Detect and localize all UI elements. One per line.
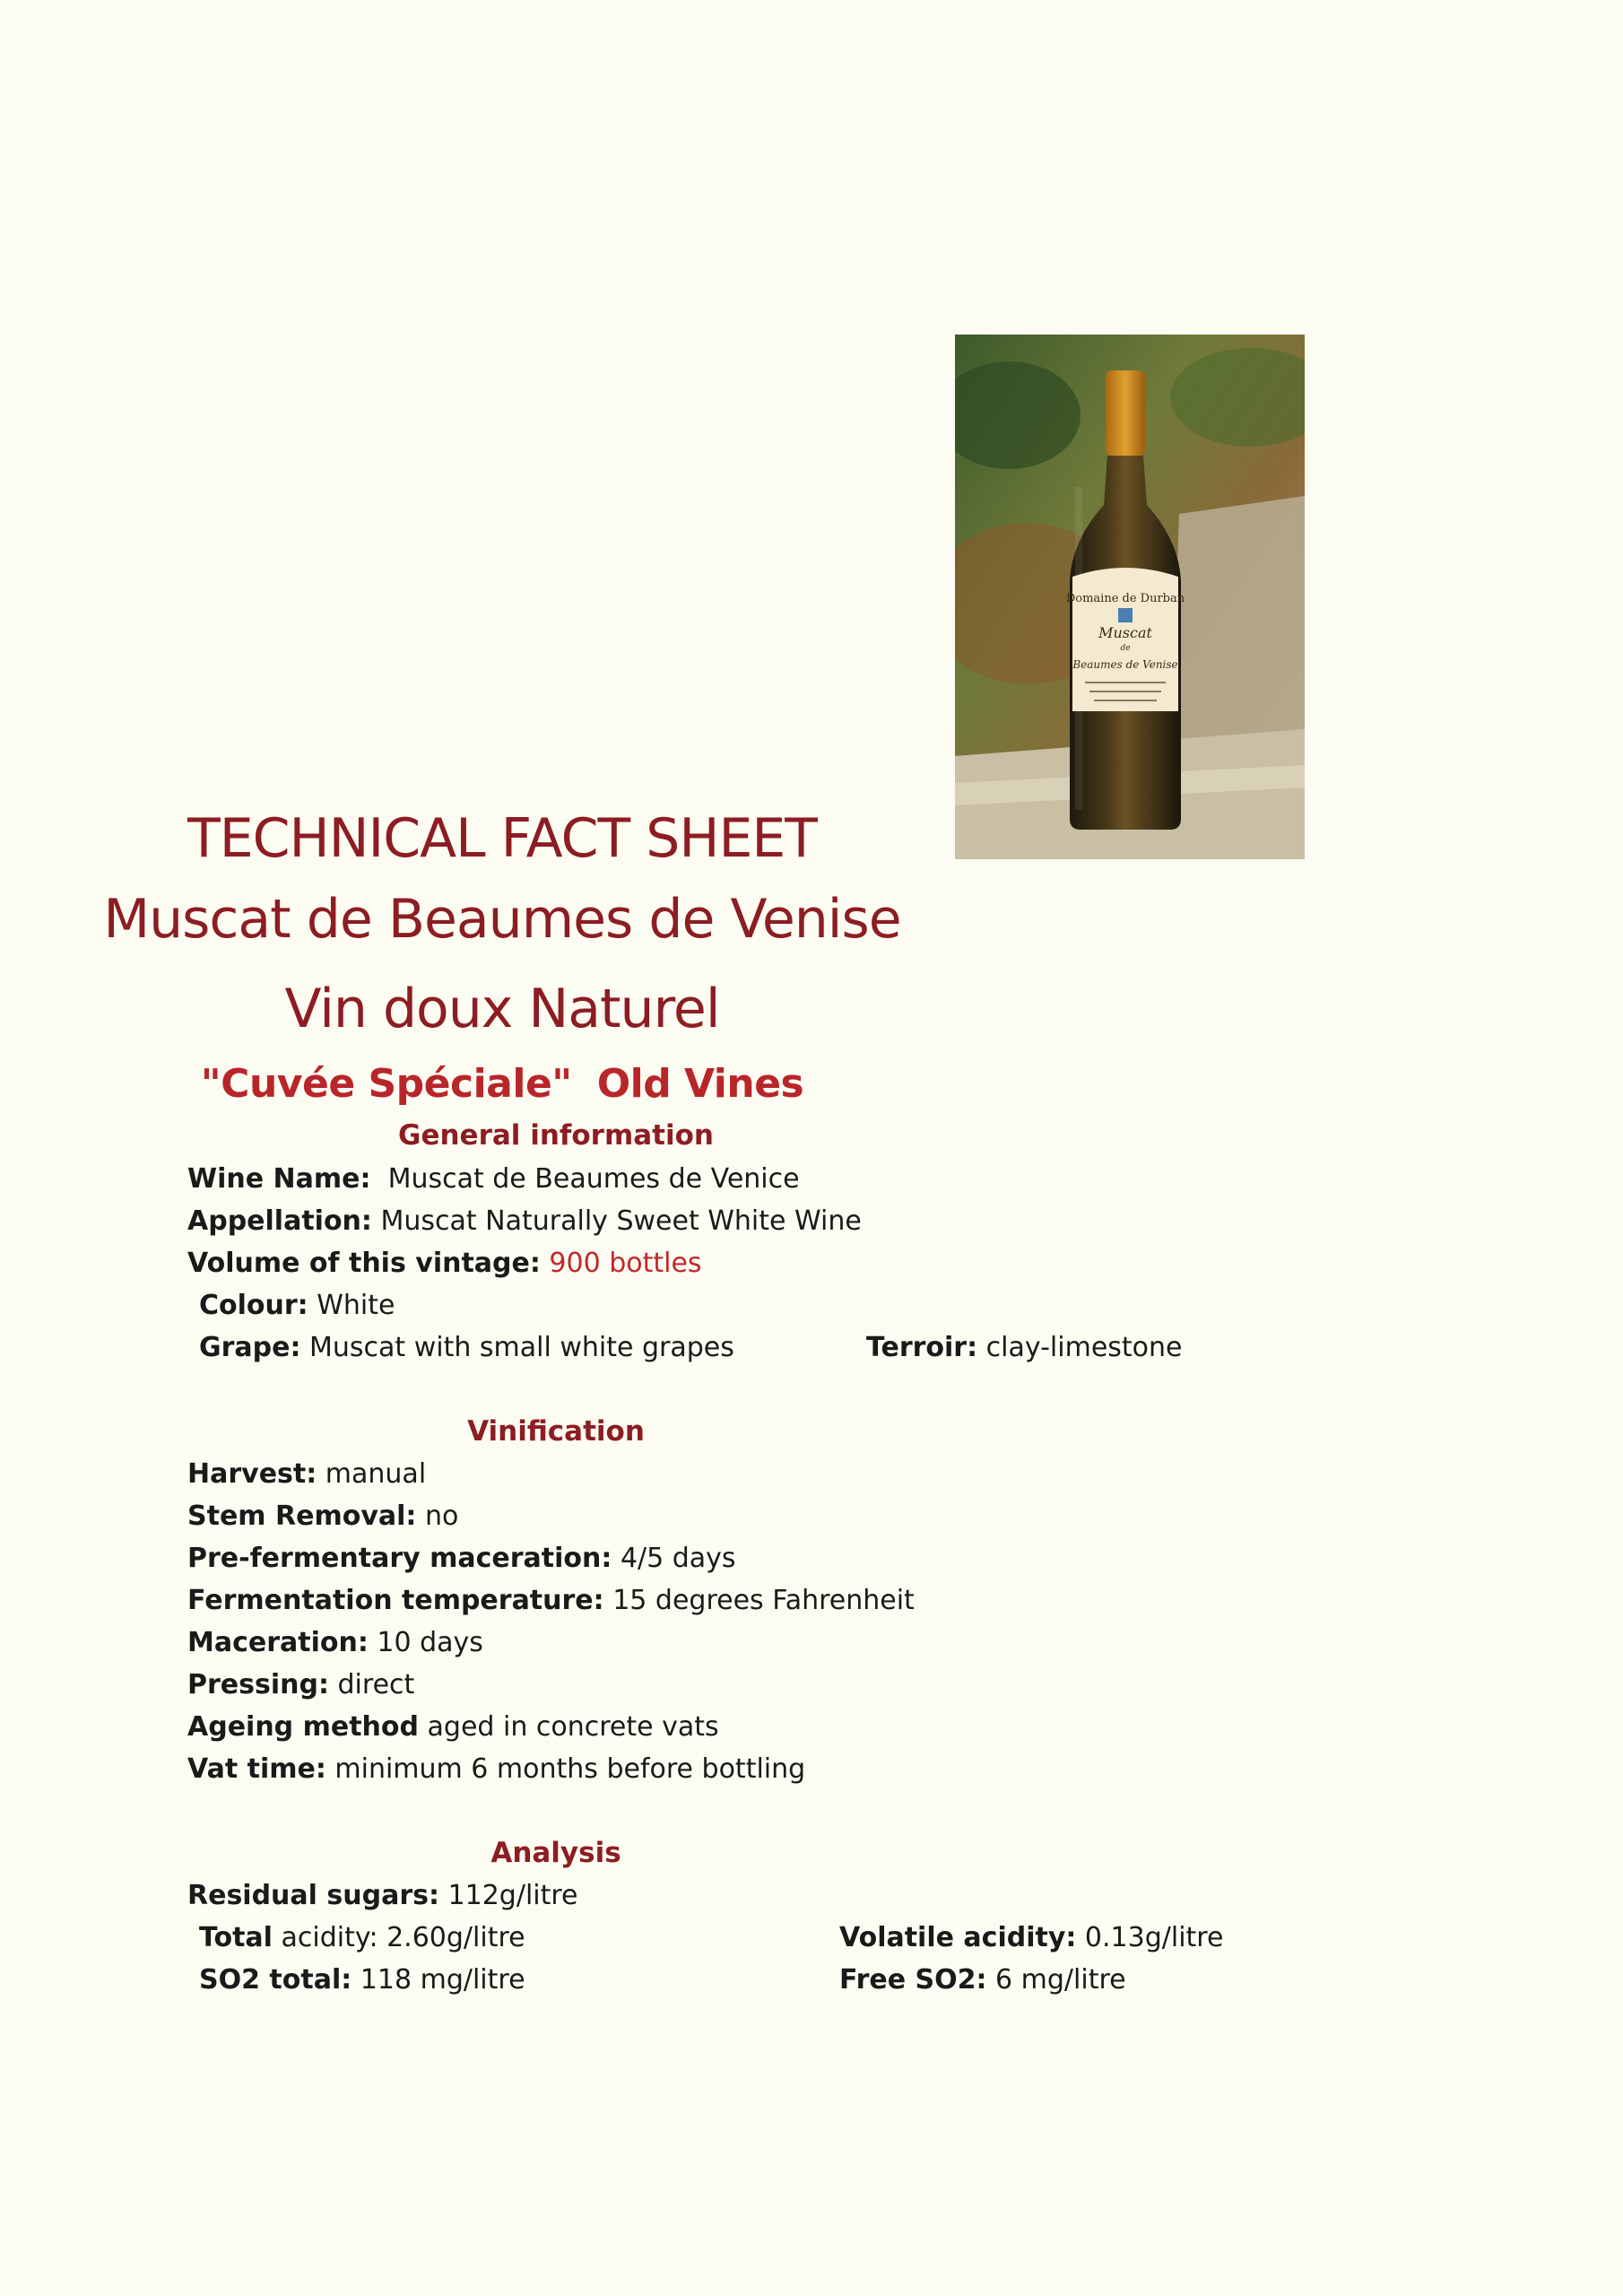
bottle-label-muscat: Muscat	[1098, 624, 1152, 641]
prefermentary-value: 4/5 days	[620, 1543, 736, 1574]
title-technical-fact-sheet: TECHNICAL FACT SHEET	[187, 807, 817, 870]
total-acidity-value: acidity: 2.60g/litre	[281, 1922, 525, 1953]
general-information-heading: General information	[398, 1119, 714, 1152]
so2-total-row	[199, 1964, 525, 1996]
grape-row	[199, 1332, 734, 1363]
free-so2-row	[839, 1964, 1126, 1996]
residual-sugars-row	[187, 1880, 578, 1911]
total-acidity-row	[199, 1922, 525, 1953]
wine-bottle-photo	[955, 335, 1305, 859]
title-wine-name: Muscat de Beaumes de Venise	[103, 888, 901, 951]
appellation-label: Appellation:	[187, 1205, 372, 1237]
analysis-heading: Analysis	[490, 1837, 621, 1869]
appellation-value: Muscat Naturally Sweet White Wine	[380, 1205, 862, 1237]
pressing-label: Pressing:	[187, 1669, 329, 1700]
vat-time-value: minimum 6 months before bottling	[334, 1753, 806, 1785]
so2-total-value: 118 mg/litre	[360, 1964, 525, 1996]
maceration-row	[187, 1627, 483, 1658]
residual-sugars-value: 112g/litre	[447, 1880, 578, 1911]
bottle-label-de: de	[1120, 644, 1131, 653]
maceration-value: 10 days	[377, 1627, 483, 1658]
maceration-label: Maceration:	[187, 1627, 369, 1658]
title-cuvee	[0, 1061, 1004, 1107]
bottle-label-text: Domaine de Durban	[1065, 592, 1185, 605]
stem-removal-label: Stem Removal:	[187, 1500, 417, 1532]
colour-value: White	[317, 1290, 395, 1321]
colour-label: Colour:	[199, 1290, 308, 1321]
volatile-acidity-row	[839, 1922, 1224, 1953]
stem-removal-value: no	[424, 1500, 459, 1532]
title-old-vines: Old Vines	[596, 1061, 804, 1107]
vat-time-label: Vat time:	[187, 1753, 326, 1785]
volume-label: Volume of this vintage:	[187, 1248, 541, 1279]
wine-name-label: Wine Name:	[187, 1163, 371, 1195]
title-cuvee-name: "Cuvée Spéciale"	[200, 1061, 572, 1107]
total-acidity-label: Total	[199, 1922, 273, 1953]
terroir-label: Terroir:	[866, 1332, 978, 1363]
bottle-label-beaumes: Beaumes de Venise	[1072, 658, 1178, 671]
vinification-heading: Vinification	[467, 1415, 645, 1448]
so2-total-label: SO2 total:	[199, 1964, 352, 1996]
free-so2-label: Free SO2:	[839, 1964, 987, 1996]
colour-row	[199, 1292, 395, 1319]
volume-value: 900 bottles	[549, 1248, 702, 1279]
stem-removal-row	[187, 1500, 459, 1532]
fermentation-value: 15 degrees Fahrenheit	[612, 1585, 915, 1616]
wine-name-value: Muscat de Beaumes de Venice	[387, 1163, 800, 1195]
residual-sugars-label: Residual sugars:	[187, 1880, 439, 1911]
fermentation-row	[187, 1587, 915, 1614]
free-so2-value: 6 mg/litre	[995, 1964, 1126, 1996]
terroir-row	[866, 1332, 1183, 1363]
pressing-value: direct	[337, 1669, 415, 1700]
volume-row	[187, 1250, 702, 1277]
wine-name-row	[187, 1163, 800, 1195]
grape-value: Muscat with small white grapes	[309, 1332, 734, 1363]
appellation-row	[187, 1205, 862, 1237]
vat-time-row	[187, 1753, 806, 1785]
volatile-acidity-label: Volatile acidity:	[839, 1922, 1077, 1953]
ageing-label: Ageing method	[187, 1711, 419, 1743]
prefermentary-row	[187, 1545, 736, 1572]
terroir-value: clay-limestone	[985, 1332, 1183, 1363]
harvest-value: manual	[325, 1458, 427, 1490]
title-wine-type: Vin doux Naturel	[284, 978, 720, 1040]
prefermentary-label: Pre-fermentary maceration:	[187, 1543, 612, 1574]
ageing-row	[187, 1711, 719, 1743]
grape-label: Grape:	[199, 1332, 301, 1363]
harvest-row	[187, 1458, 427, 1490]
fermentation-label: Fermentation temperature:	[187, 1585, 604, 1616]
harvest-label: Harvest:	[187, 1458, 317, 1490]
ageing-value: aged in concrete vats	[427, 1711, 719, 1743]
pressing-row	[187, 1669, 415, 1700]
volatile-acidity-value: 0.13g/litre	[1084, 1922, 1224, 1953]
